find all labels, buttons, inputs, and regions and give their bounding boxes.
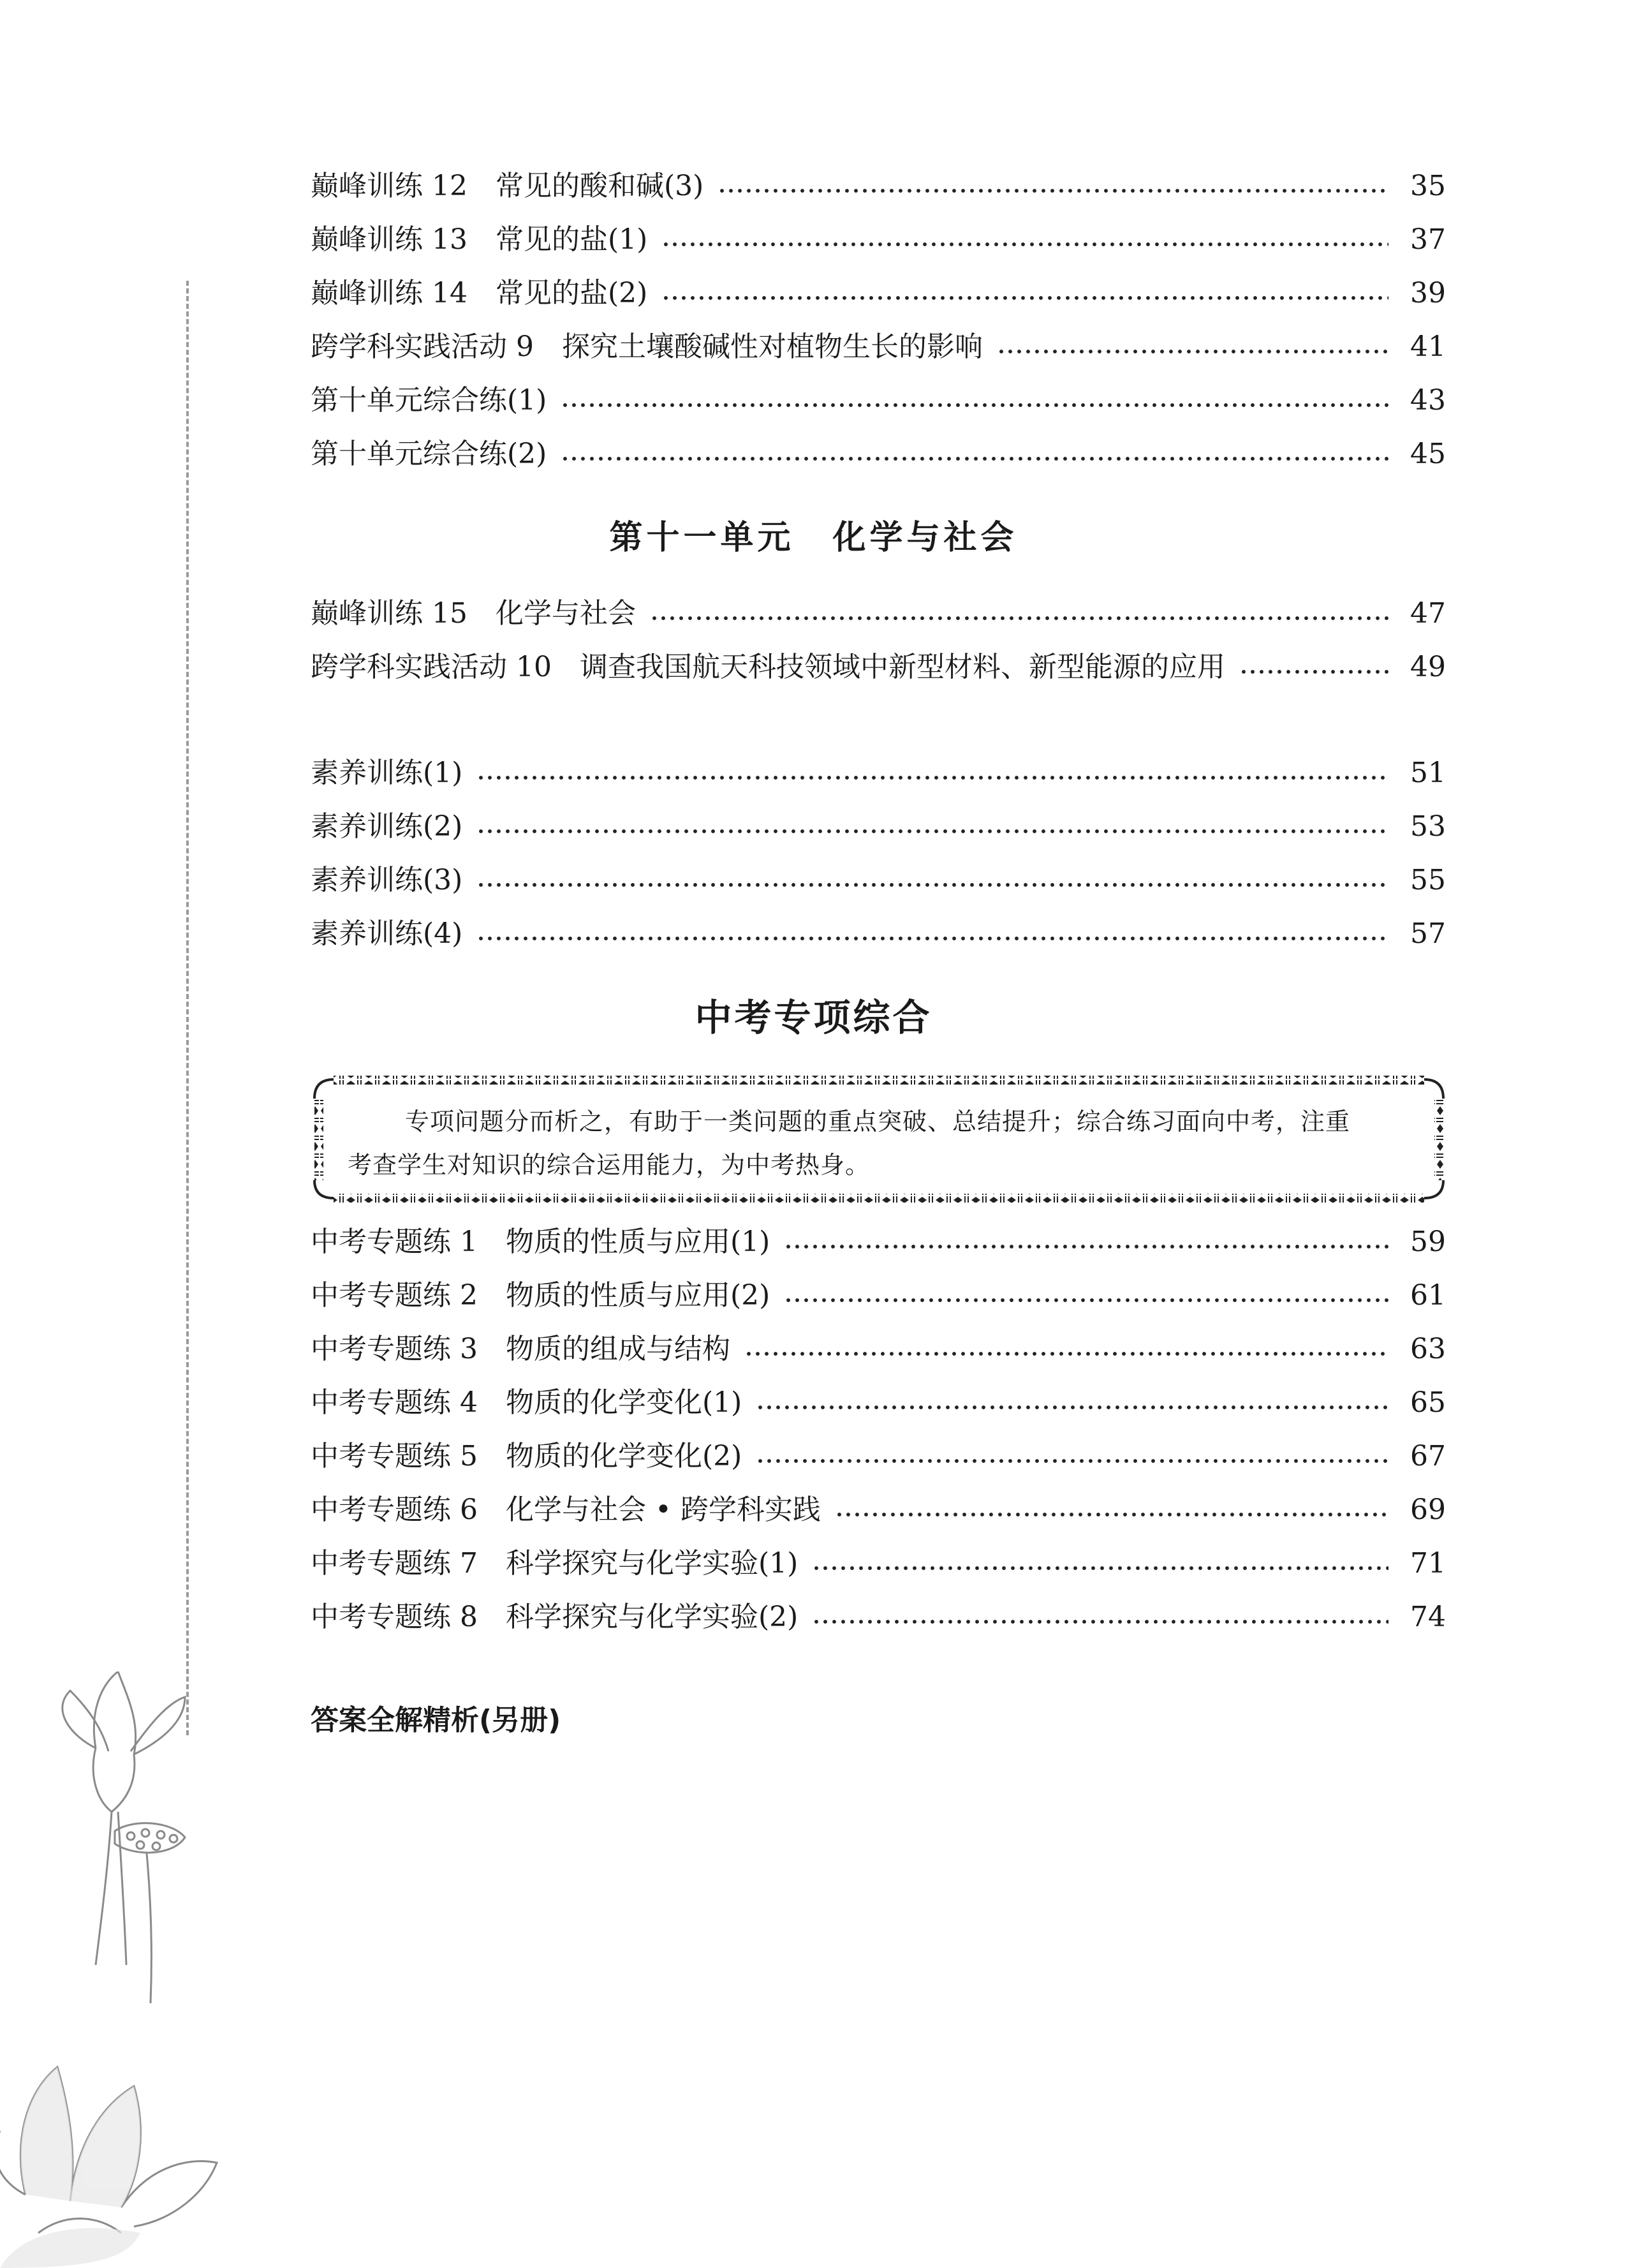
toc-entry[interactable] (311, 1590, 1446, 1644)
toc-entry-page: 43 (1410, 384, 1446, 417)
intro-box (311, 1071, 1447, 1208)
toc-entry-page: 53 (1410, 810, 1446, 843)
dot-leader (476, 883, 1388, 887)
toc-entry[interactable] (311, 1269, 1446, 1323)
toc-entry-title: 素养训练(2) (311, 810, 463, 843)
toc-entry-page: 71 (1410, 1547, 1446, 1580)
toc-entry-page: 65 (1410, 1386, 1446, 1419)
toc-entry-title: 素养训练(1) (311, 757, 463, 789)
toc-entry[interactable] (311, 1376, 1446, 1430)
answers-note: 答案全解精析(另册) (311, 1704, 561, 1737)
dot-leader (756, 1459, 1388, 1463)
toc-entry-title: 中考专题练 4 物质的化学变化(1) (311, 1386, 742, 1419)
toc-entry-title: 跨学科实践活动 9 探究土壤酸碱性对植物生长的影响 (311, 330, 983, 363)
unit-name: 化学与社会 (832, 518, 1018, 557)
dot-leader (650, 616, 1388, 620)
toc-group-literacy (311, 746, 1446, 961)
dot-leader (835, 1513, 1388, 1516)
toc-entry-page: 57 (1410, 917, 1446, 950)
toc-entry[interactable] (311, 1537, 1446, 1590)
toc-entry-page: 41 (1410, 330, 1446, 363)
toc-entry[interactable] (311, 800, 1446, 854)
dot-leader (561, 457, 1388, 461)
toc-entry-title: 巅峰训练 12 常见的酸和碱(3) (311, 170, 704, 202)
toc-entry-page: 51 (1410, 757, 1446, 789)
toc-entry[interactable] (311, 854, 1446, 907)
toc-entry-page: 74 (1410, 1601, 1446, 1633)
toc-entry-page: 69 (1410, 1493, 1446, 1526)
unit-number: 第十一单元 (609, 518, 795, 557)
toc-entry-title: 中考专题练 8 科学探究与化学实验(2) (311, 1601, 799, 1633)
toc-entry[interactable] (311, 427, 1446, 481)
dot-leader (1239, 670, 1388, 674)
toc-entry-page: 47 (1410, 597, 1446, 630)
intro-line-1: 专项问题分而析之，有助于一类问题的重点突破、总结提升；综合练习面向中考，注重 (405, 1108, 1351, 1136)
toc-entry[interactable] (311, 374, 1446, 427)
unit-heading (0, 510, 1627, 558)
toc-entry-title: 中考专题练 7 科学探究与化学实验(1) (311, 1547, 799, 1580)
toc-entry-page: 63 (1410, 1333, 1446, 1365)
toc-entry[interactable] (311, 587, 1446, 641)
toc-group-unit11 (311, 587, 1446, 694)
toc-entry-title: 中考专题练 2 物质的性质与应用(2) (311, 1279, 770, 1312)
toc-entry-page: 37 (1410, 223, 1446, 256)
dot-leader (784, 1298, 1388, 1302)
toc-entry-title: 巅峰训练 15 化学与社会 (311, 597, 636, 630)
toc-entry-page: 45 (1410, 438, 1446, 470)
toc-entry[interactable] (311, 641, 1446, 694)
toc-entry[interactable] (311, 320, 1446, 374)
toc-entry[interactable] (311, 1323, 1446, 1376)
intro-text (348, 1100, 1410, 1187)
toc-entry-title: 巅峰训练 14 常见的盐(2) (311, 277, 648, 309)
toc-entry[interactable] (311, 746, 1446, 800)
toc-entry-title: 中考专题练 5 物质的化学变化(2) (311, 1440, 742, 1472)
toc-entry-title: 中考专题练 1 物质的性质与应用(1) (311, 1226, 770, 1258)
toc-entry[interactable] (311, 267, 1446, 320)
lotus-illustration (0, 1671, 293, 2268)
toc-entry-page: 61 (1410, 1279, 1446, 1312)
dot-leader (561, 403, 1388, 407)
dot-leader (661, 242, 1388, 246)
toc-entry-page: 55 (1410, 864, 1446, 896)
intro-line-2: 考查学生对知识的综合运用能力，为中考热身。 (348, 1151, 871, 1179)
dot-leader (661, 296, 1388, 300)
toc-entry-title: 巅峰训练 13 常见的盐(1) (311, 223, 648, 256)
toc-entry-page: 49 (1410, 651, 1446, 683)
toc-group-zhongkao (311, 1215, 1446, 1644)
toc-entry[interactable] (311, 1430, 1446, 1483)
toc-entry-page: 67 (1410, 1440, 1446, 1472)
dot-leader (812, 1620, 1388, 1624)
dot-leader (744, 1352, 1388, 1356)
toc-entry-title: 第十单元综合练(2) (311, 438, 547, 470)
dot-leader (476, 829, 1388, 833)
toc-entry-title: 第十单元综合练(1) (311, 384, 547, 417)
dot-leader (997, 350, 1388, 353)
dot-leader (476, 776, 1388, 780)
toc-entry-page: 39 (1410, 277, 1446, 309)
dot-leader (718, 189, 1388, 193)
toc-entry[interactable] (311, 1215, 1446, 1269)
toc-entry[interactable] (311, 907, 1446, 961)
dot-leader (756, 1405, 1388, 1409)
toc-entry-page: 35 (1410, 170, 1446, 202)
toc-entry-page: 59 (1410, 1226, 1446, 1258)
toc-entry[interactable] (311, 213, 1446, 267)
toc-entry-title: 素养训练(4) (311, 917, 463, 950)
toc-entry[interactable] (311, 159, 1446, 213)
toc-entry-title: 中考专题练 3 物质的组成与结构 (311, 1333, 730, 1365)
zhongkao-heading: 中考专项综合 (695, 996, 932, 1039)
toc-group-unit10 (311, 159, 1446, 481)
dot-leader (812, 1566, 1388, 1570)
toc-entry-title: 跨学科实践活动 10 调查我国航天科技领域中新型材料、新型能源的应用 (311, 651, 1225, 683)
dot-leader (784, 1245, 1388, 1249)
toc-entry-title: 素养训练(3) (311, 864, 463, 896)
toc-entry-title: 中考专题练 6 化学与社会 • 跨学科实践 (311, 1493, 821, 1526)
dot-leader (476, 937, 1388, 940)
toc-entry[interactable] (311, 1483, 1446, 1537)
